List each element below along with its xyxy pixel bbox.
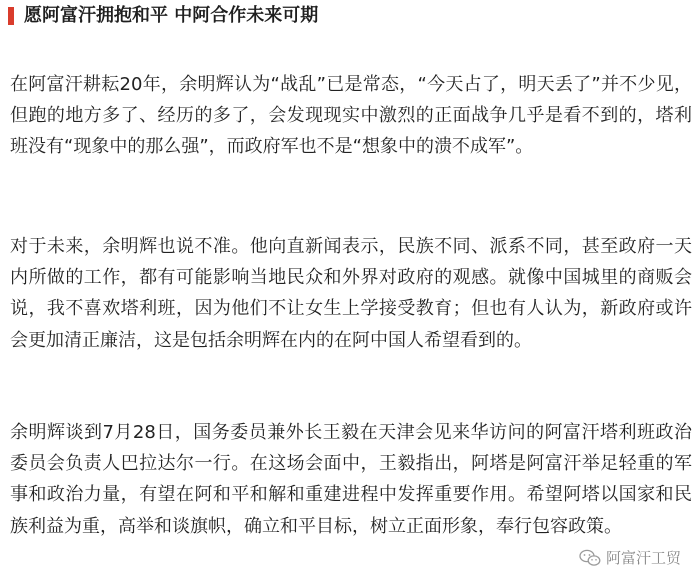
wechat-icon (579, 549, 601, 567)
watermark-text: 阿富汗工贸 (605, 549, 681, 567)
heading-accent-bar (8, 7, 14, 25)
paragraph-1: 在阿富汗耕耘20年，余明辉认为“战乱”已是常态，“今天占了，明天丢了”并不少见，但跑的地方多了、经历的多了，会发现现实中激烈的正面战争几乎是看不到的，塔利班没有“现象中的那么强”，而政府军也不是“想象中的溃不成军”。 (10, 74, 692, 158)
article-heading: 愿阿富汗拥抱和平 中阿合作未来可期 (24, 5, 319, 26)
paragraph-3: 余明辉谈到7月28日，国务委员兼外长王毅在天津会见来华访问的阿富汗塔利班政治委员会负责人巴拉达尔一行。在这场会面中，王毅指出，阿塔是阿富汗举足轻重的军事和政治力量，有望在阿和平和解和重建进程中发挥重要作用。希望阿塔以国家和民族利益为重，高举和谈旗帜，确立和平目标，树立正面形象，奉行包容政策。 (10, 422, 692, 537)
paragraph-2: 对于未来，余明辉也说不准。他向直新闻表示，民族不同、派系不同，甚至政府一天内所做的工作，都有可能影响当地民众和外界对政府的观感。就像中国城里的商贩会说，我不喜欢塔利班，因为他们不让女生上学接受教育；但也有人认为，新政府或许会更加清正廉洁，这是包括余明辉在内的在阿中国人希望看到的。 (10, 236, 692, 351)
source-watermark (579, 547, 681, 569)
